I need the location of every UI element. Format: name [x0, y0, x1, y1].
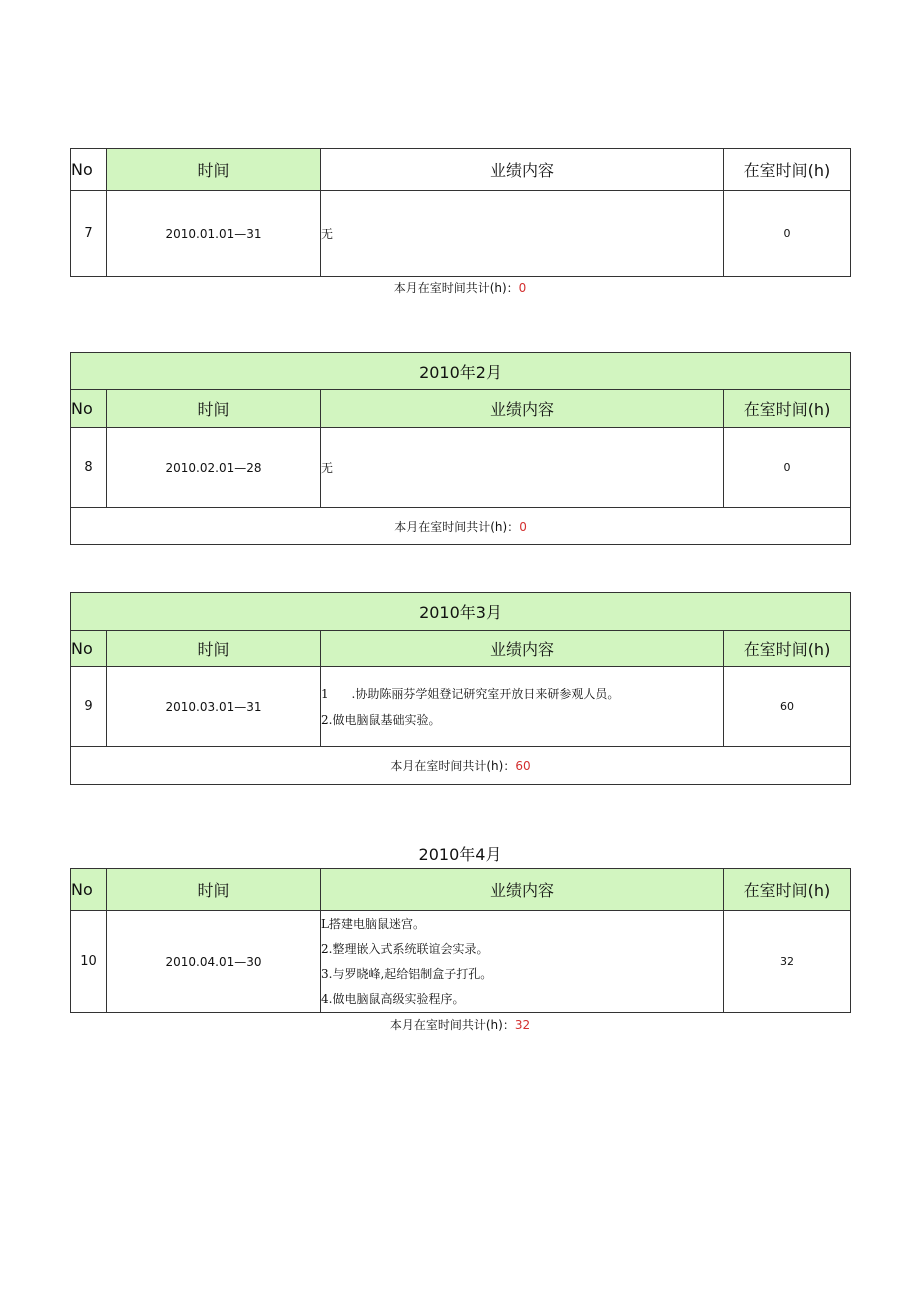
record-table-january: [70, 148, 851, 277]
header-content: 业绩内容: [321, 631, 724, 667]
monthly-total: [70, 1016, 850, 1033]
row-hours: 0: [724, 191, 851, 277]
content-line: 3.与罗晓峰,起给铝制盒子打孔。: [321, 966, 493, 981]
total-value: 60: [515, 759, 531, 773]
month-title: 2010年3月: [71, 593, 851, 631]
header-time: 时间: [107, 149, 321, 191]
table-row: [71, 911, 851, 1013]
content-line: 2.整理嵌入式系统联谊会实录。: [321, 941, 489, 956]
header-hours: 在室时间(h): [724, 149, 851, 191]
row-content: [321, 667, 724, 747]
row-time: 2010.02.01—28: [107, 428, 321, 508]
row-hours: 60: [724, 667, 851, 747]
header-time: 时间: [107, 631, 321, 667]
header-content: 业绩内容: [321, 149, 724, 191]
monthly-total-row: [71, 747, 851, 785]
content-line: L搭建电脑鼠迷宫。: [321, 916, 425, 931]
row-time: 2010.04.01—30: [107, 911, 321, 1013]
header-content: 业绩内容: [321, 869, 724, 911]
row-no: 8: [71, 428, 107, 508]
header-no: No: [71, 631, 107, 667]
table-header-row: [71, 149, 851, 191]
row-content: [321, 911, 724, 1013]
header-content: 业绩内容: [321, 390, 724, 428]
header-no: No: [71, 869, 107, 911]
month-title-row: [71, 353, 851, 390]
content-line: 无: [321, 226, 334, 241]
table-header-row: [71, 631, 851, 667]
header-no: No: [71, 149, 107, 191]
total-value: 0: [519, 519, 527, 534]
month-title: 2010年2月: [71, 353, 851, 390]
record-table-february: [70, 352, 851, 545]
row-content: [321, 428, 724, 508]
total-label: 本月在室时间共计(h)：: [390, 759, 516, 773]
row-no: 9: [71, 667, 107, 747]
row-hours: 0: [724, 428, 851, 508]
total-label: 本月在室时间共计(h)：: [393, 281, 519, 295]
table-header-row: [71, 869, 851, 911]
content-line: 4.做电脑鼠高级实验程序。: [321, 991, 465, 1006]
header-time: 时间: [107, 390, 321, 428]
table-row: [71, 428, 851, 508]
record-table-march: [70, 592, 851, 785]
header-hours: 在室时间(h): [724, 869, 851, 911]
row-no: 7: [71, 191, 107, 277]
header-time: 时间: [107, 869, 321, 911]
content-line: 1 .协助陈丽芬学姐登记研究室开放日来研参观人员。: [321, 686, 620, 701]
row-time: 2010.03.01—31: [107, 667, 321, 747]
table-row: [71, 667, 851, 747]
record-table-april: [70, 868, 851, 1013]
header-hours: 在室时间(h): [724, 631, 851, 667]
content-line: 无: [321, 460, 334, 475]
monthly-total-row: [71, 508, 851, 545]
monthly-total: [71, 747, 851, 785]
total-value: 32: [514, 1018, 531, 1032]
row-no: 10: [71, 911, 107, 1013]
row-hours: 32: [724, 911, 851, 1013]
table-row: [71, 191, 851, 277]
table-header-row: [71, 390, 851, 428]
monthly-total: [70, 279, 850, 296]
header-no: No: [71, 390, 107, 428]
row-time: 2010.01.01—31: [107, 191, 321, 277]
month-title: 2010年4月: [418, 845, 502, 864]
total-value: 0: [518, 281, 527, 295]
content-line: 2.做电脑鼠基础实验。: [321, 712, 441, 727]
monthly-total: [71, 508, 851, 545]
header-hours: 在室时间(h): [724, 390, 851, 428]
total-label: 本月在室时间共计(h)：: [389, 1018, 515, 1032]
month-title-row: [71, 593, 851, 631]
row-content: [321, 191, 724, 277]
total-label: 本月在室时间共计(h)：: [394, 519, 520, 534]
